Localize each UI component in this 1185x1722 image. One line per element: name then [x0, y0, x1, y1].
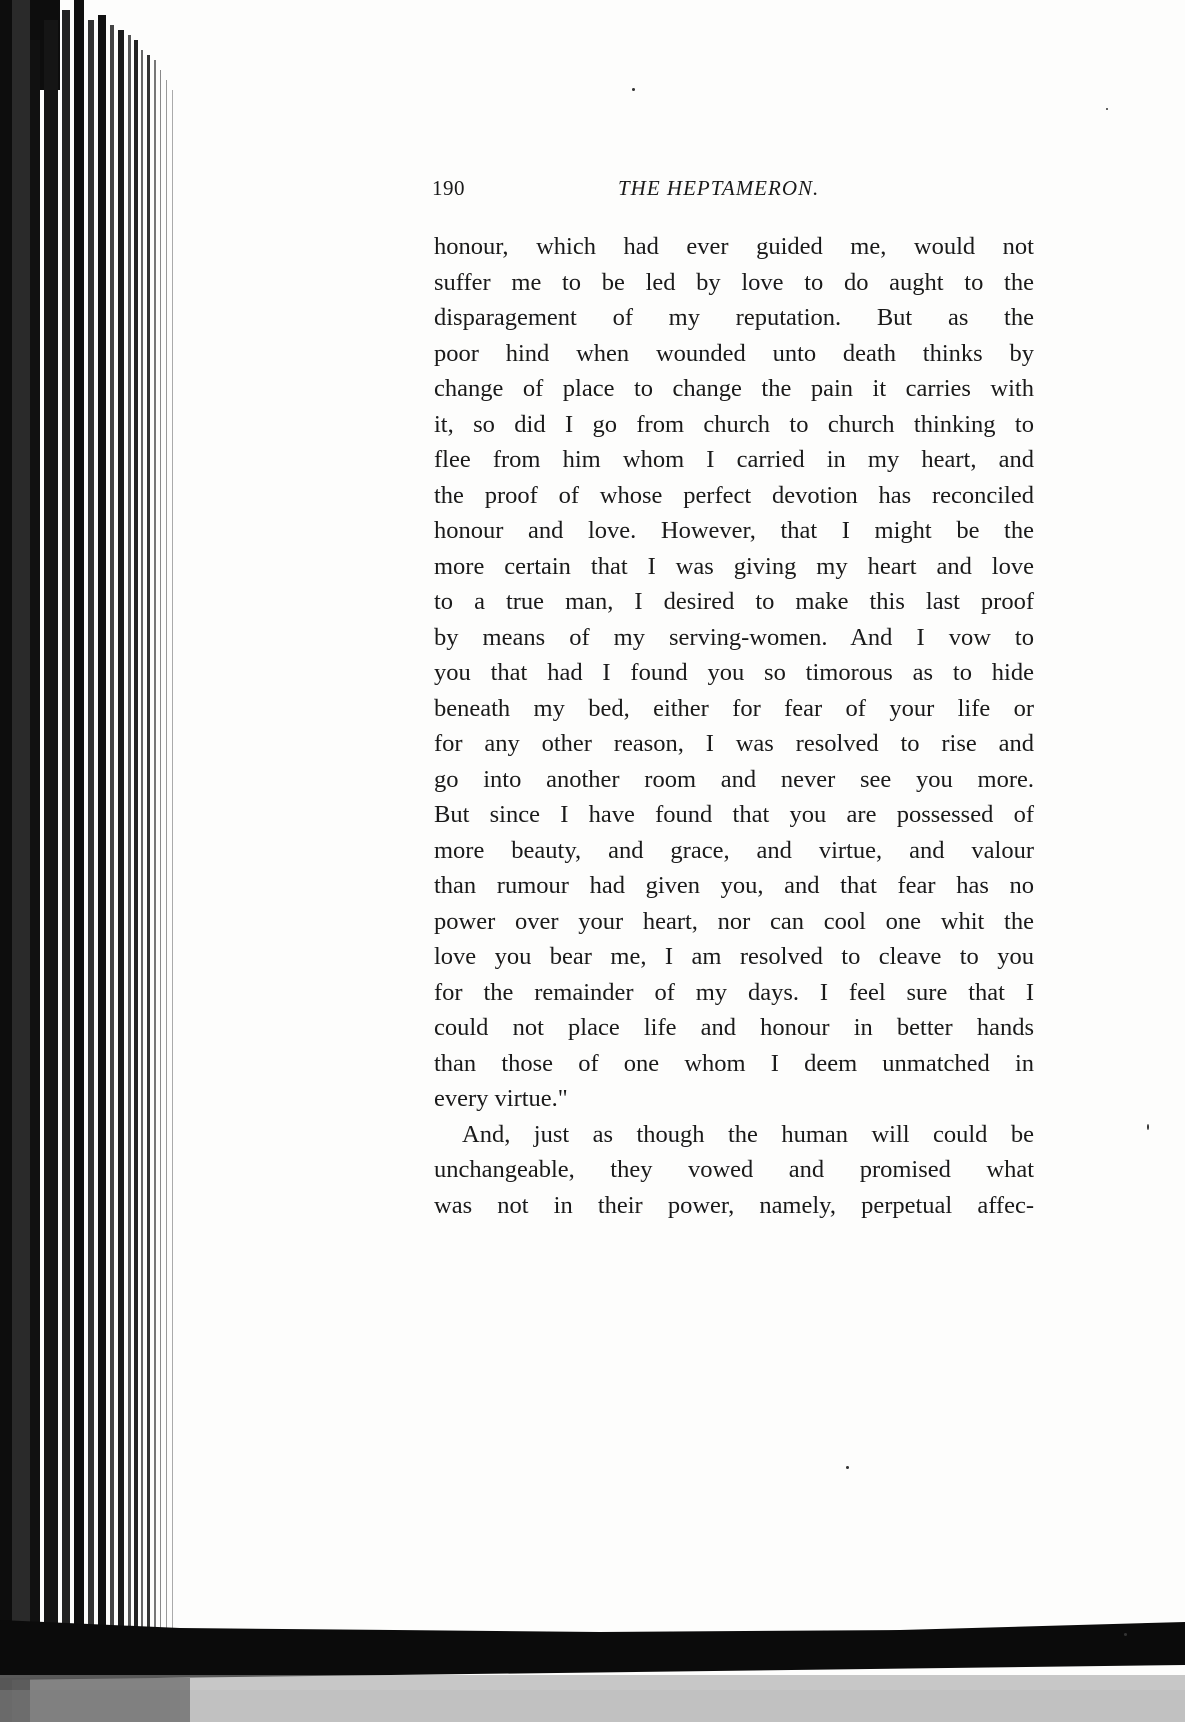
book-spine-edge [0, 0, 180, 1722]
text-line: unchangeable, they vowed and promised what [434, 1156, 1034, 1183]
text-line: poor hind when wounded unto death thinks by [434, 339, 1034, 367]
scan-speck [846, 1466, 849, 1469]
text-line: could not place life and honour in better hands [434, 1014, 1034, 1041]
scan-speck [1106, 108, 1108, 110]
text-line: honour and love. However, that I might be the [434, 517, 1034, 544]
text-line: love you bear me, I am resolved to cleave to you [434, 943, 1034, 970]
page-number: 190 [432, 176, 465, 200]
running-title: THE HEPTAMERON. [618, 176, 820, 200]
text-line: flee from him whom I carried in my heart, and [434, 446, 1034, 473]
text-line: you that had I found you so timorous as to hide [434, 659, 1034, 686]
text-line: for the remainder of my days. I feel sure that I [434, 978, 1034, 1006]
text-line: it, so did I go from church to church thinking to [434, 410, 1034, 438]
text-line: than rumour had given you, and that fear has no [434, 872, 1034, 899]
text-line: for any other reason, I was resolved to rise and [434, 730, 1034, 757]
text-line: go into another room and never see you more. [434, 765, 1034, 793]
body-text [434, 229, 1034, 1223]
scan-speck [1124, 1633, 1127, 1636]
text-line: by means of my serving-women. And I vow to [434, 623, 1034, 651]
text-line: suffer me to be led by love to do aught to the [434, 268, 1034, 296]
text-line: was not in their power, namely, perpetual affec- [434, 1191, 1034, 1219]
text-line: than those of one whom I deem unmatched in [434, 1049, 1034, 1077]
running-header [432, 176, 1032, 206]
scan-speck [632, 88, 635, 91]
text-line: more certain that I was giving my heart and love [434, 552, 1034, 580]
scan-speck [1147, 1124, 1149, 1130]
text-line: power over your heart, nor can cool one whit the [434, 907, 1034, 935]
text-line: honour, which had ever guided me, would not [434, 233, 1034, 260]
text-line: And, just as though the human will could be [462, 1120, 1034, 1148]
text-line: the proof of whose perfect devotion has reconciled [434, 481, 1034, 509]
text-line: every virtue." [434, 1085, 568, 1112]
text-line: more beauty, and grace, and virtue, and valour [434, 836, 1034, 864]
text-line: beneath my bed, either for fear of your life or [434, 694, 1034, 722]
text-line: But since I have found that you are possessed of [434, 801, 1034, 828]
text-line: change of place to change the pain it carries with [434, 375, 1034, 402]
text-line: to a true man, I desired to make this last proof [434, 588, 1034, 615]
bottom-page-shadow [0, 1620, 1185, 1722]
text-line: disparagement of my reputation. But as the [434, 304, 1034, 331]
